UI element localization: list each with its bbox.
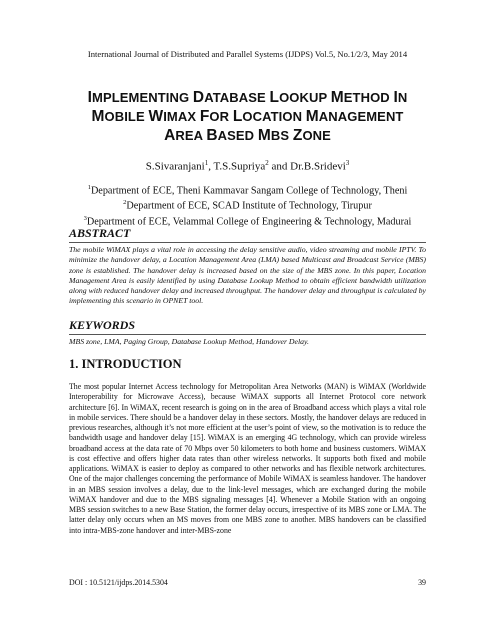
abstract-heading: ABSTRACT	[69, 226, 131, 240]
paper-title	[40, 88, 455, 145]
author-name: S.Sivaranjani	[145, 160, 205, 173]
title-line-3	[40, 126, 455, 145]
affiliation-text: Department of ECE, Theni Kammavar Sangam College of Technology, Theni	[90, 185, 408, 197]
abstract-rule	[69, 242, 426, 243]
title-rest: ETHOD	[343, 90, 394, 105]
title-cap: B	[206, 127, 218, 144]
title-rest: IMAX	[163, 109, 200, 124]
title-cap: Z	[292, 127, 303, 144]
author-affil-mark: 1	[204, 159, 209, 167]
journal-header: International Journal of Distributed and Parallel Systems (IJDPS) Vol.5, No.1/2/3, May 2014	[87, 49, 408, 59]
title-cap: W	[148, 108, 164, 125]
affiliation-text: Department of ECE, Velammal College of Engineering & Technology, Madurai	[86, 216, 412, 228]
title-rest: N	[397, 90, 408, 105]
affiliation-mark: 1	[87, 184, 91, 191]
title-cap: L	[232, 108, 243, 125]
abstract-text: The mobile WiMAX plays a vital role in accessing the delay sensitive audio, video streaming and mobile IPTV. To minimize the handover delay, a Location Management Area (LMA) based Multicast and Broadcast Service (MBS) zone is established. The handover delay is increased based on the size of the MBS zone. In this paper, Location Management Area is easily identified by using Database Lookup Method to obtain efficient bandwidth utilization along with reduced handover delay and increased throughput. The handover delay and throughput is calculated by implementing this scenario in OPNET tool.	[69, 245, 426, 306]
title-cap: A	[164, 127, 176, 144]
author-name: Dr.B.Sridevi	[290, 160, 346, 173]
keywords-heading: KEYWORDS	[69, 318, 136, 332]
title-line-1	[40, 88, 455, 107]
affiliation-list	[0, 182, 495, 228]
title-rest: REA	[175, 128, 207, 143]
title-rest: ASED	[217, 128, 258, 143]
introduction-heading: 1. INTRODUCTION	[69, 357, 182, 371]
title-rest: OCATION	[242, 109, 306, 124]
affiliation	[0, 197, 495, 212]
author-name: T.S.Supriya	[213, 160, 266, 173]
introduction-text: The most popular Internet Access technology for Metropolitan Area Networks (MAN) is WiMAX (Worldwide Interoperability for Microwave Access), because WiMAX supports all Internet Protocol core network architecture [6]. In WiMAX, recent research is going on in the area of Broadband access which plays a vital role in mobile services. There should be a handover delay in these sectors. Mostly, the handover delays are reduced in previous researches, although it’s not more efficient at the user’s point of view, so the motivation is to reduce the bandwidth usage and handover delay [15]. WiMAX is an emerging 4G technology, which can provide wireless broadband access at the data rate of 70 Mbps over 50 kilometers to both home and business customers. WiMAX is cost effective and offers higher data rates than other wireless networks. It supports both fixed and mobile applications. WiMAX is easier to deploy as compared to other networks and has flexible network architectures. One of the major challenges concerning the performance of Mobile WiMAX is seamless handover. The handover in an MBS session involves a delay, due to the link-level messages, which are exchanged during the mobile WiMAX handover and due to the MBS signaling messages [4]. Whenever a Mobile Station with an ongoing MBS session switches to a new Base Station, the former delay occurs, irrespective of its MBS zone or LMA. The latter delay only occurs when an MS moves from one MBS zone to another. MBS handovers can be classified into intra-MBS-zone handover and inter-MBS-zone	[69, 382, 426, 535]
affiliation-text: Department of ECE, SCAD Institute of Technology, Tirupur	[126, 200, 372, 212]
author-affil-mark: 2	[265, 159, 269, 167]
title-cap: I	[87, 89, 93, 106]
title-cap: F	[199, 108, 210, 125]
title-cap: M	[330, 89, 344, 106]
title-cap: I	[393, 89, 398, 106]
author-separator: ,	[208, 160, 214, 173]
doi-text: DOI : 10.5121/ijdps.2014.5304	[69, 578, 168, 587]
title-cap: L	[269, 89, 280, 106]
author-affil-mark: 3	[345, 159, 350, 167]
keywords-text: MBS zone, LMA, Paging Group, Database Lookup Method, Handover Delay.	[69, 337, 309, 346]
title-rest: OOKUP	[279, 90, 331, 105]
title-rest: MPLEMENTING	[92, 90, 193, 105]
page-number: 39	[418, 578, 426, 587]
title-line-2	[40, 107, 455, 126]
affiliation-mark: 2	[123, 199, 127, 207]
title-rest: OBILE	[104, 109, 149, 124]
title-cap: D	[192, 89, 205, 106]
title-rest: OR	[209, 109, 233, 124]
title-cap: M	[91, 108, 105, 125]
title-cap: M	[257, 127, 271, 144]
author-separator: and	[268, 160, 291, 173]
page-footer	[69, 578, 426, 587]
title-rest: BS	[270, 128, 293, 143]
affiliation	[0, 182, 495, 197]
affiliation-mark: 3	[83, 214, 87, 222]
title-rest: ATABASE	[204, 90, 270, 105]
title-cap: M	[305, 108, 319, 125]
keywords-rule	[69, 334, 426, 335]
title-rest: ONE	[302, 128, 331, 143]
author-list	[0, 159, 495, 173]
title-rest: ANAGEMENT	[318, 109, 404, 124]
